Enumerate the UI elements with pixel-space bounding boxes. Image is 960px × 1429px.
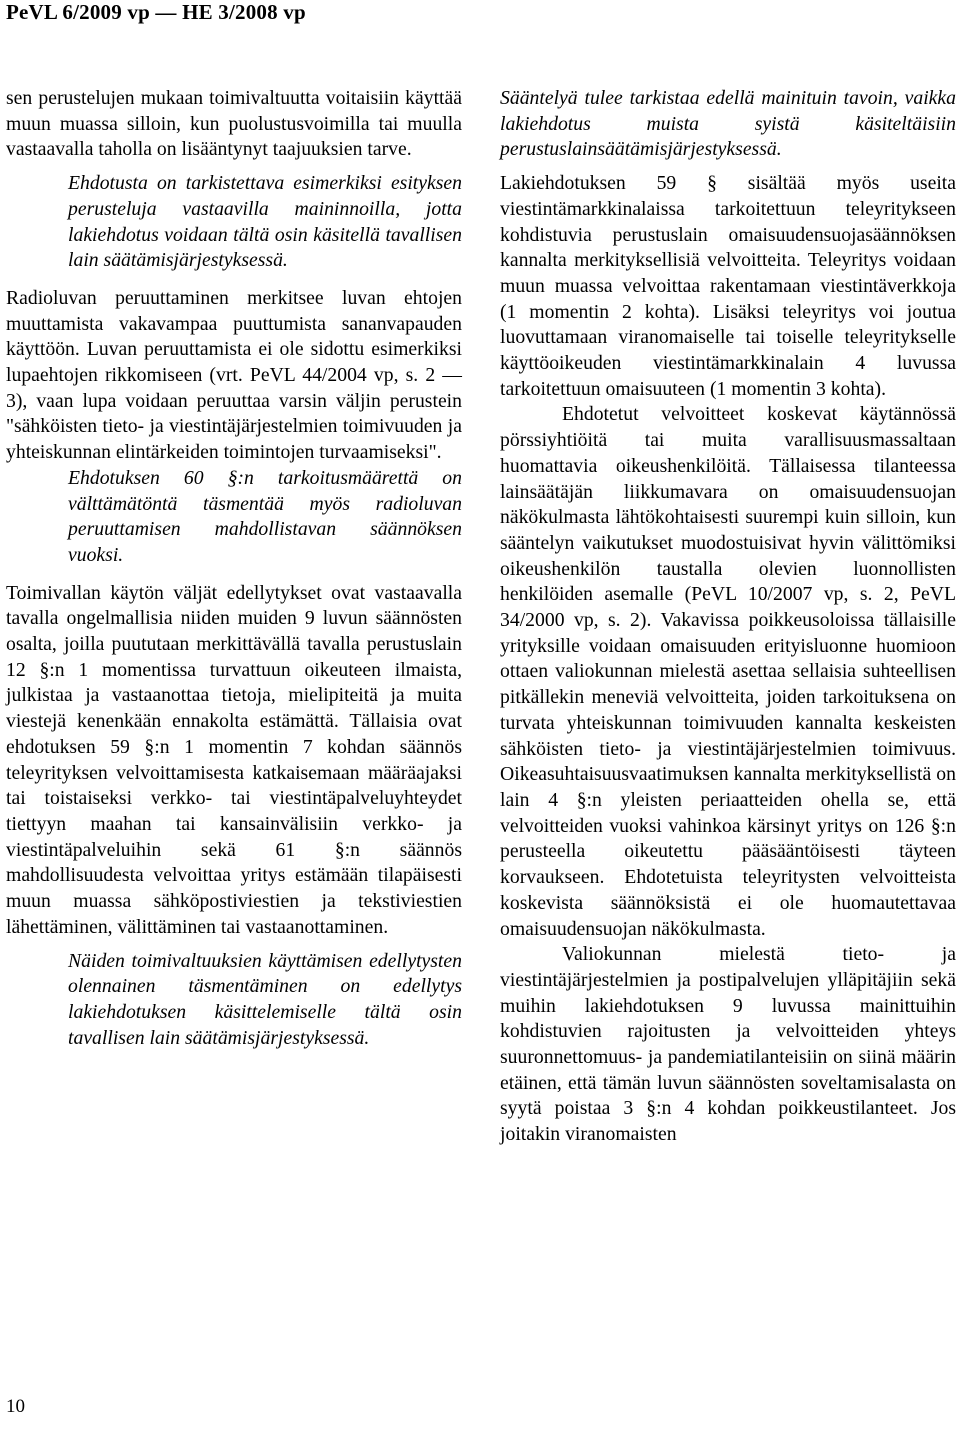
paragraph: Ehdotetut velvoitteet koskevat käytännössä pörssiyhtiöitä tai muita varallisuusmassaltaan huomattavia oikeushenkilöitä. Tällaisessa tilanteessa lainsäätäjän liikkumavara on omaisuudensuojan näkökulmasta lähtökohtaisesti suurempi kuin silloin, kun sääntelyn vaikutukset muodostuisivat hyvin välittömiksi oikeushenkilön taustalla olevien luonnollisten henkilöiden asemalle (PeVL 10/2007 vp, s. 2, PeVL 34/2000 vp, s. 2). Vakavissa poikkeusoloissa tällaisille yrityksille voidaan omaisuuden erityisluonne huomioon ottaen valiokunnan mielestä asettaa sellaisia suhteellisen pitkällekin meneviä velvoitteita, joiden tarkoituksena on turvata yhteiskunnan toimivuuden kannalta keskeisten sähköisten tieto- ja viestintäjärjestelmien toimivuus. Oikeasuhtaisuusvaatimuksen kannalta merkityksellistä on lain 4 §:n yleisten periaatteiden ohella se, että velvoitteiden vuoksi vahinkoa kärsinyt yritys on 126 §:n perusteella oikeutettu pääsääntöisesti täyteen korvaukseen. Ehdotetuista teleyritysten velvoitteista koskevista säännöksistä ei ole huomautettavaa omaisuudensuojan näkökulmasta. <box>500 403 956 940</box>
right-column <box>500 86 956 1148</box>
italic-statement: Sääntelyä tulee tarkistaa edellä mainituin tavoin, vaikka lakiehdotus muista syistä käsiteltäisiin perustuslainsäätämisjärjestyksessä. <box>500 87 956 161</box>
paragraph: sen perustelujen mukaan toimivaltuutta voitaisiin käyttää muun muassa silloin, kun puolustusvoimilla tai muulla vastaavalla taholla on lisääntynyt taajuuksien tarve. <box>6 87 462 161</box>
paragraph: Lakiehdotuksen 59 § sisältää myös useita viestintämarkkinalaissa tarkoitettuun teleyritykseen kohdistuvia perustuslain omaisuudensuojasäännöksen kannalta merkityksellisiä velvoitteita. Teleyritys voidaan muun muassa velvoittaa rakentamaan viestintäverkkoja (1 momentin 2 kohta). Lisäksi teleyritys voi joutua luovuttamaan viranomaiselle tai toiselle teleyritykselle käyttöoikeuden viestintämarkkinalain 4 luvussa tarkoitettuun omaisuuteen (1 momentin 3 kohta). <box>500 172 956 400</box>
left-column <box>6 86 462 1051</box>
page-number: 10 <box>6 1396 25 1417</box>
italic-statement: Ehdotusta on tarkistettava esimerkiksi esityksen perusteluja vastaavilla maininnoilla, jotta lakiehdotus voidaan tältä osin käsitellä tavallisen lain säätämisjärjestyksessä. <box>68 172 462 272</box>
paragraph: Toimivallan käytön väljät edellytykset ovat vastaavalla tavalla ongelmallisia niiden muiden 9 luvun säännösten osalta, joilla puututaan merkittävällä tavalla perustuslain 12 §:n 1 momentissa turvattuun oikeuteen ilmaista, julkistaa ja vastaanottaa tietoja, mielipiteitä ja muita viestejä kenenkään ennakolta estämättä. Tällaisia ovat ehdotuksen 59 §:n 1 momentin 7 kohdan säännös teleyrityksen velvoittamisesta katkaisemaan määräajaksi tai toistaiseksi verkko- tai viestintäpalveluyhteydet tiettyyn maahan tai kansainvälisiin verkko- ja viestintäpalveluihin sekä 61 §:n säännös mahdollisuudesta velvoittaa yritys estämään tilapäisesti muun muassa sähköpostiviestien ja tekstiviestien lähettäminen, välittäminen tai vastaanottaminen. <box>6 581 462 938</box>
running-header: PeVL 6/2009 vp — HE 3/2008 vp <box>6 0 306 24</box>
paragraph: Valiokunnan mielestä tieto- ja viestintäjärjestelmien ja postipalvelujen ylläpitäjiin sekä muihin lakiehdotuksen 9 luvussa mainittuihin kohdistuvien rajoitusten ja velvoitteiden yhteys suuronnettomuus- ja pandemiatilanteisiin on siinä määrin etäinen, että tämän luvun säännösten soveltamisalasta on syytä poistaa 3 §:n 4 kohdan poikkeustilanteet. Jos joitakin viranomaisten <box>500 943 956 1146</box>
italic-statement: Ehdotuksen 60 §:n tarkoitusmäärettä on välttämätöntä täsmentää myös radioluvan peruuttamisen mahdollistavan säännöksen vuoksi. <box>68 466 462 566</box>
paragraph: Radioluvan peruuttaminen merkitsee luvan ehtojen muuttamista vakavampaa puuttumista sananvapauden käyttöön. Luvan peruuttamista ei ole sidottu esimerkiksi lupaehtojen rikkomiseen (vrt. PeVL 44/2004 vp, s. 2 —3), vaan lupa voidaan peruuttaa varsin väljin perustein "sähköisten tieto- ja viestintäjärjestelmien toimivuuden ja yhteiskunnan elintärkeiden toimintojen turvaamiseksi". <box>6 286 462 464</box>
italic-statement: Näiden toimivaltuuksien käyttämisen edellytysten olennainen täsmentäminen on edellytys lakiehdotuksen käsittelemiselle tältä osin tavallisen lain säätämisjärjestyksessä. <box>68 949 462 1049</box>
